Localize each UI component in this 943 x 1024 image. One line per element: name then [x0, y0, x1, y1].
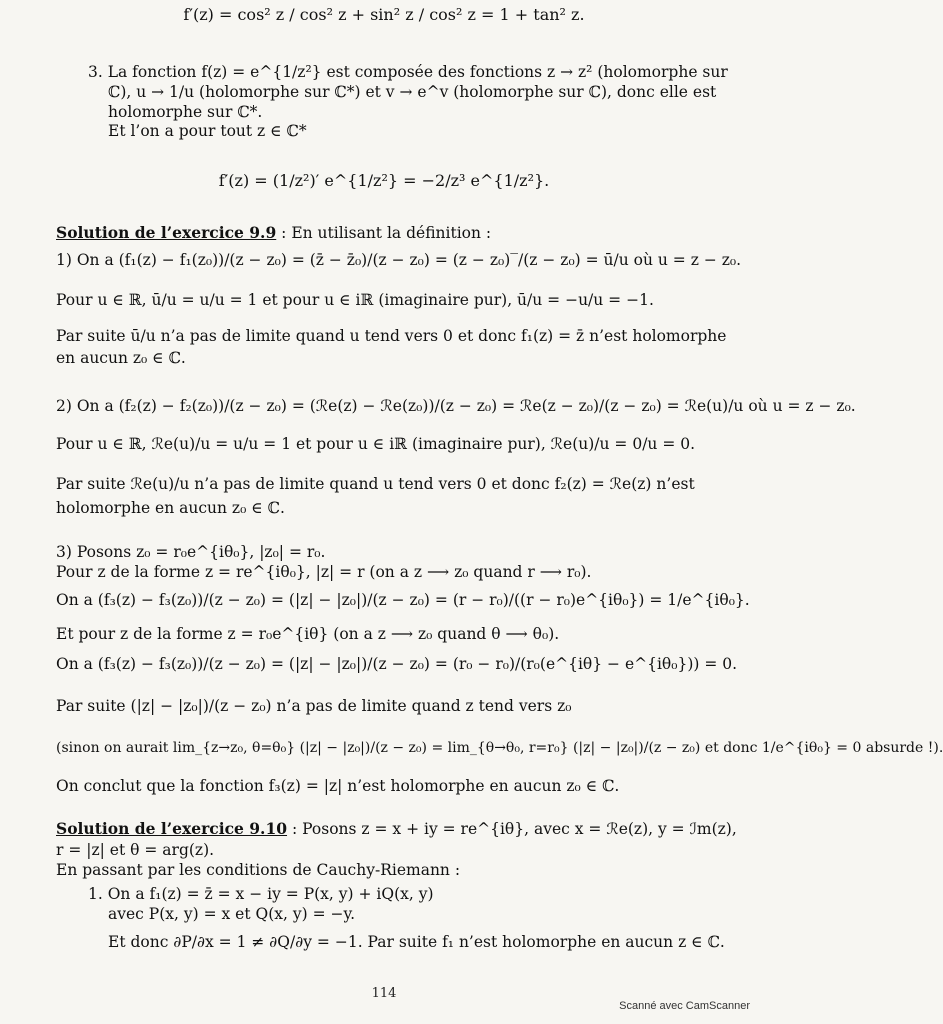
part-3-line-1: 3) Posons z₀ = r₀e^{iθ₀}, |z₀| = r₀. — [56, 543, 326, 561]
part-1-line-4: en aucun z₀ ∈ ℂ. — [56, 349, 186, 367]
part-1-line-3: Par suite ū/u n’a pas de limite quand u tend vers 0 et donc f₁(z) = z̄ n’est holomorphe — [56, 327, 727, 345]
item-3-line-2: ℂ), u → 1/u (holomorphe sur ℂ*) et v → e^v (holomorphe sur ℂ), donc elle est — [108, 83, 717, 101]
part-3-line-5: On a (f₃(z) − f₃(z₀))/(z − z₀) = (|z| − |z₀|)/(z − z₀) = (r₀ − r₀)/(r₀(e^{iθ} − e^{iθ₀})) = 0. — [56, 655, 738, 673]
scanner-watermark: Scanné avec CamScanner — [619, 1000, 750, 1012]
part-2-line-3: Par suite ℛe(u)/u n’a pas de limite quand u tend vers 0 et donc f₂(z) = ℛe(z) n’est — [56, 475, 695, 493]
part-3-line-2: Pour z de la forme z = re^{iθ₀}, |z| = r (on a z ⟶ z₀ quand r ⟶ r₀). — [56, 563, 592, 581]
solution-9-10-heading: Solution de l’exercice 9.10 — [56, 819, 288, 838]
solution-9-10-item-1-line-2: avec P(x, y) = x et Q(x, y) = −y. — [108, 905, 356, 923]
part-3-line-6: Par suite (|z| − |z₀|)/(z − z₀) n’a pas de limite quand z tend vers z₀ — [56, 697, 572, 715]
solution-9-9-heading-line — [56, 224, 491, 243]
part-3-line-7: (sinon on aurait lim_{z→z₀, θ=θ₀} (|z| − |z₀|)/(z − z₀) = lim_{θ→θ₀, r=r₀} (|z| − |z₀|)/(z − z₀) et donc 1/e^{iθ₀} = 0 absurde !). — [56, 740, 943, 756]
formula-fprime-exp: f′(z) = (1/z²)′ e^{1/z²} = −2/z³ e^{1/z²}. — [218, 171, 550, 190]
solution-9-10-item-1-line-3: Et donc ∂P/∂x = 1 ≠ ∂Q/∂y = −1. Par suite f₁ n’est holomorphe en aucun z ∈ ℂ. — [108, 933, 725, 951]
solution-9-10-item-1-line-1: 1. On a f₁(z) = z̄ = x − iy = P(x, y) + iQ(x, y) — [88, 885, 434, 903]
solution-9-10-intro: : Posons z = x + iy = re^{iθ}, avec x = ℛe(z), y = ℐm(z), — [287, 820, 737, 838]
solution-9-10-line-2: r = |z| et θ = arg(z). — [56, 841, 215, 859]
item-3-line-1: 3. La fonction f(z) = e^{1/z²} est composée des fonctions z → z² (holomorphe sur — [88, 63, 728, 81]
part-2-line-2: Pour u ∈ ℝ, ℛe(u)/u = u/u = 1 et pour u ∈ iℝ (imaginaire pur), ℛe(u)/u = 0/u = 0. — [56, 435, 696, 453]
part-2-line-4: holomorphe en aucun z₀ ∈ ℂ. — [56, 499, 285, 517]
part-1-line-2: Pour u ∈ ℝ, ū/u = u/u = 1 et pour u ∈ iℝ (imaginaire pur), ū/u = −u/u = −1. — [56, 291, 654, 309]
part-3-line-3: On a (f₃(z) − f₃(z₀))/(z − z₀) = (|z| − |z₀|)/(z − z₀) = (r − r₀)/((r − r₀)e^{iθ₀}) = 1/e^{iθ₀}. — [56, 591, 750, 609]
solution-9-9-intro: : En utilisant la définition : — [276, 224, 492, 242]
page-number: 114 — [371, 986, 397, 1001]
part-2-line-1: 2) On a (f₂(z) − f₂(z₀))/(z − z₀) = (ℛe(z) − ℛe(z₀))/(z − z₀) = ℛe(z − z₀)/(z − z₀) = ℛe(u)/u où u = z − z₀. — [56, 397, 856, 415]
part-3-line-4: Et pour z de la forme z = r₀e^{iθ} (on a z ⟶ z₀ quand θ ⟶ θ₀). — [56, 625, 560, 643]
solution-9-10-heading-line — [56, 820, 737, 839]
part-1-line-1: 1) On a (f₁(z) − f₁(z₀))/(z − z₀) = (z̄ − z̄₀)/(z − z₀) = (z − z₀)‾/(z − z₀) = ū/u où u = z − z₀. — [56, 251, 742, 269]
solution-9-10-line-3: En passant par les conditions de Cauchy-Riemann : — [56, 861, 461, 879]
solution-9-9-heading: Solution de l’exercice 9.9 — [56, 223, 277, 242]
item-3-line-3: holomorphe sur ℂ*. — [108, 103, 263, 121]
part-3-line-8: On conclut que la fonction f₃(z) = |z| n’est holomorphe en aucun z₀ ∈ ℂ. — [56, 777, 620, 795]
formula-fprime-cos: f′(z) = cos² z / cos² z + sin² z / cos² z = 1 + tan² z. — [183, 5, 585, 24]
item-3-line-4: Et l’on a pour tout z ∈ ℂ* — [108, 122, 307, 140]
